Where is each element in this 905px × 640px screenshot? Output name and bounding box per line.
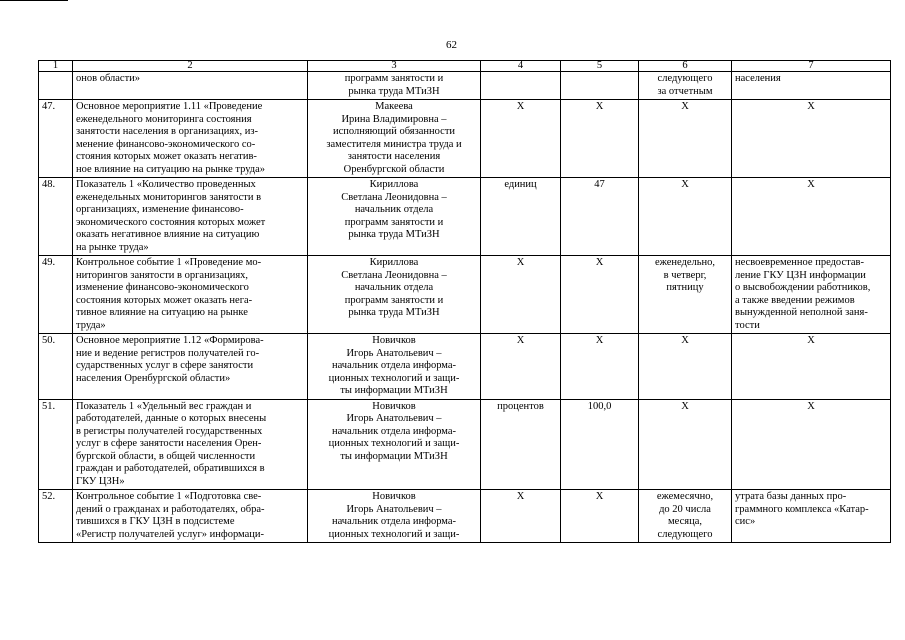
event-description: Показатель 1 «Удельный вес граждан и работодателей, данные о которых внесены в регистры получателей государственных услуг в сфере занятости населения Орен- бургской области, в общей численности граждан и работодателей, обратившихся в ГКУ ЦЗН» — [73, 399, 308, 490]
column-header: 2 — [73, 61, 308, 72]
indicator-value: X — [561, 256, 639, 334]
responsible-person: Новичков Игорь Анатольевич – начальник отдела информа- ционных технологий и защи- ты информации МТиЗН — [308, 334, 481, 400]
responsible-person: Кириллова Светлана Леонидовна – начальник отдела программ занятости и рынка труда МТиЗН — [308, 256, 481, 334]
period: ежемесячно, до 20 числа месяца, следующего — [639, 490, 732, 543]
risk: X — [732, 334, 891, 400]
table-row — [39, 100, 891, 178]
event-description: Контрольное событие 1 «Подготовка све- дений о гражданах и работодателях, обра- тившихся в ГКУ ЦЗН в подсистеме «Регистр получателей услуг» информаци- — [73, 490, 308, 543]
indicator-value: 47 — [561, 178, 639, 256]
row-number: 52. — [39, 490, 73, 543]
unit-of-measure: X — [481, 100, 561, 178]
row-number — [39, 72, 73, 100]
indicator-value: 100,0 — [561, 399, 639, 490]
risk: X — [732, 178, 891, 256]
unit-of-measure: X — [481, 334, 561, 400]
indicator-value: X — [561, 334, 639, 400]
event-description: онов области» — [73, 72, 308, 100]
responsible-person: программ занятости и рынка труда МТиЗН — [308, 72, 481, 100]
responsible-person: Макеева Ирина Владимировна – исполняющий обязанности заместителя министра труда и занятости населения Оренбургской области — [308, 100, 481, 178]
column-header: 4 — [481, 61, 561, 72]
period: следующего за отчетным — [639, 72, 732, 100]
risk: населения — [732, 72, 891, 100]
column-header: 7 — [732, 61, 891, 72]
responsible-person: Кириллова Светлана Леонидовна – начальник отдела программ занятости и рынка труда МТиЗН — [308, 178, 481, 256]
risk: утрата базы данных про- граммного комплекса «Катар- сис» — [732, 490, 891, 543]
unit-of-measure: X — [481, 490, 561, 543]
indicator-value — [561, 72, 639, 100]
table-row — [39, 72, 891, 100]
period: еженедельно, в четверг, пятницу — [639, 256, 732, 334]
period: X — [639, 178, 732, 256]
period: X — [639, 100, 732, 178]
indicator-value: X — [561, 490, 639, 543]
top-rule — [0, 0, 68, 1]
responsible-person: Новичков Игорь Анатольевич – начальник отдела информа- ционных технологий и защи- — [308, 490, 481, 543]
row-number: 51. — [39, 399, 73, 490]
column-header: 3 — [308, 61, 481, 72]
table-row — [39, 334, 891, 400]
page-number: 62 — [446, 39, 457, 51]
period: X — [639, 334, 732, 400]
table-row — [39, 490, 891, 543]
header-row — [39, 61, 891, 72]
indicator-value: X — [561, 100, 639, 178]
table-row — [39, 399, 891, 490]
event-description: Основное мероприятие 1.12 «Формирова- ние и ведение регистров получателей го- сударственных услуг в сфере занятости населения Оренбургской области» — [73, 334, 308, 400]
row-number: 49. — [39, 256, 73, 334]
unit-of-measure: единиц — [481, 178, 561, 256]
row-number: 47. — [39, 100, 73, 178]
risk: несвоевременное предостав- ление ГКУ ЦЗН информации о высвобождении работников, а также введении режимов вынужденной неполной заня- тости — [732, 256, 891, 334]
column-header: 5 — [561, 61, 639, 72]
table-row — [39, 256, 891, 334]
unit-of-measure — [481, 72, 561, 100]
table-row — [39, 178, 891, 256]
unit-of-measure: X — [481, 256, 561, 334]
column-header: 6 — [639, 61, 732, 72]
unit-of-measure: процентов — [481, 399, 561, 490]
column-header: 1 — [39, 61, 73, 72]
event-description: Контрольное событие 1 «Проведение мо- ниторингов занятости в организациях, изменение финансово-экономического состояния которых может оказать нега- тивное влияние на ситуацию на рынке труда» — [73, 256, 308, 334]
period: X — [639, 399, 732, 490]
row-number: 50. — [39, 334, 73, 400]
monitoring-plan-table — [38, 60, 891, 543]
risk: X — [732, 399, 891, 490]
event-description: Показатель 1 «Количество проведенных еженедельных мониторингов занятости в организациях, изменение финансово- экономического состояния которых может оказать негативное влияние на ситуацию на рынке труда» — [73, 178, 308, 256]
responsible-person: Новичков Игорь Анатольевич – начальник отдела информа- ционных технологий и защи- ты информации МТиЗН — [308, 399, 481, 490]
row-number: 48. — [39, 178, 73, 256]
event-description: Основное мероприятие 1.11 «Проведение еженедельного мониторинга состояния занятости населения в организациях, из- менение финансово-экономического со- стояния которых может оказать негатив- ное влияние на ситуацию на рынке труда» — [73, 100, 308, 178]
risk: X — [732, 100, 891, 178]
